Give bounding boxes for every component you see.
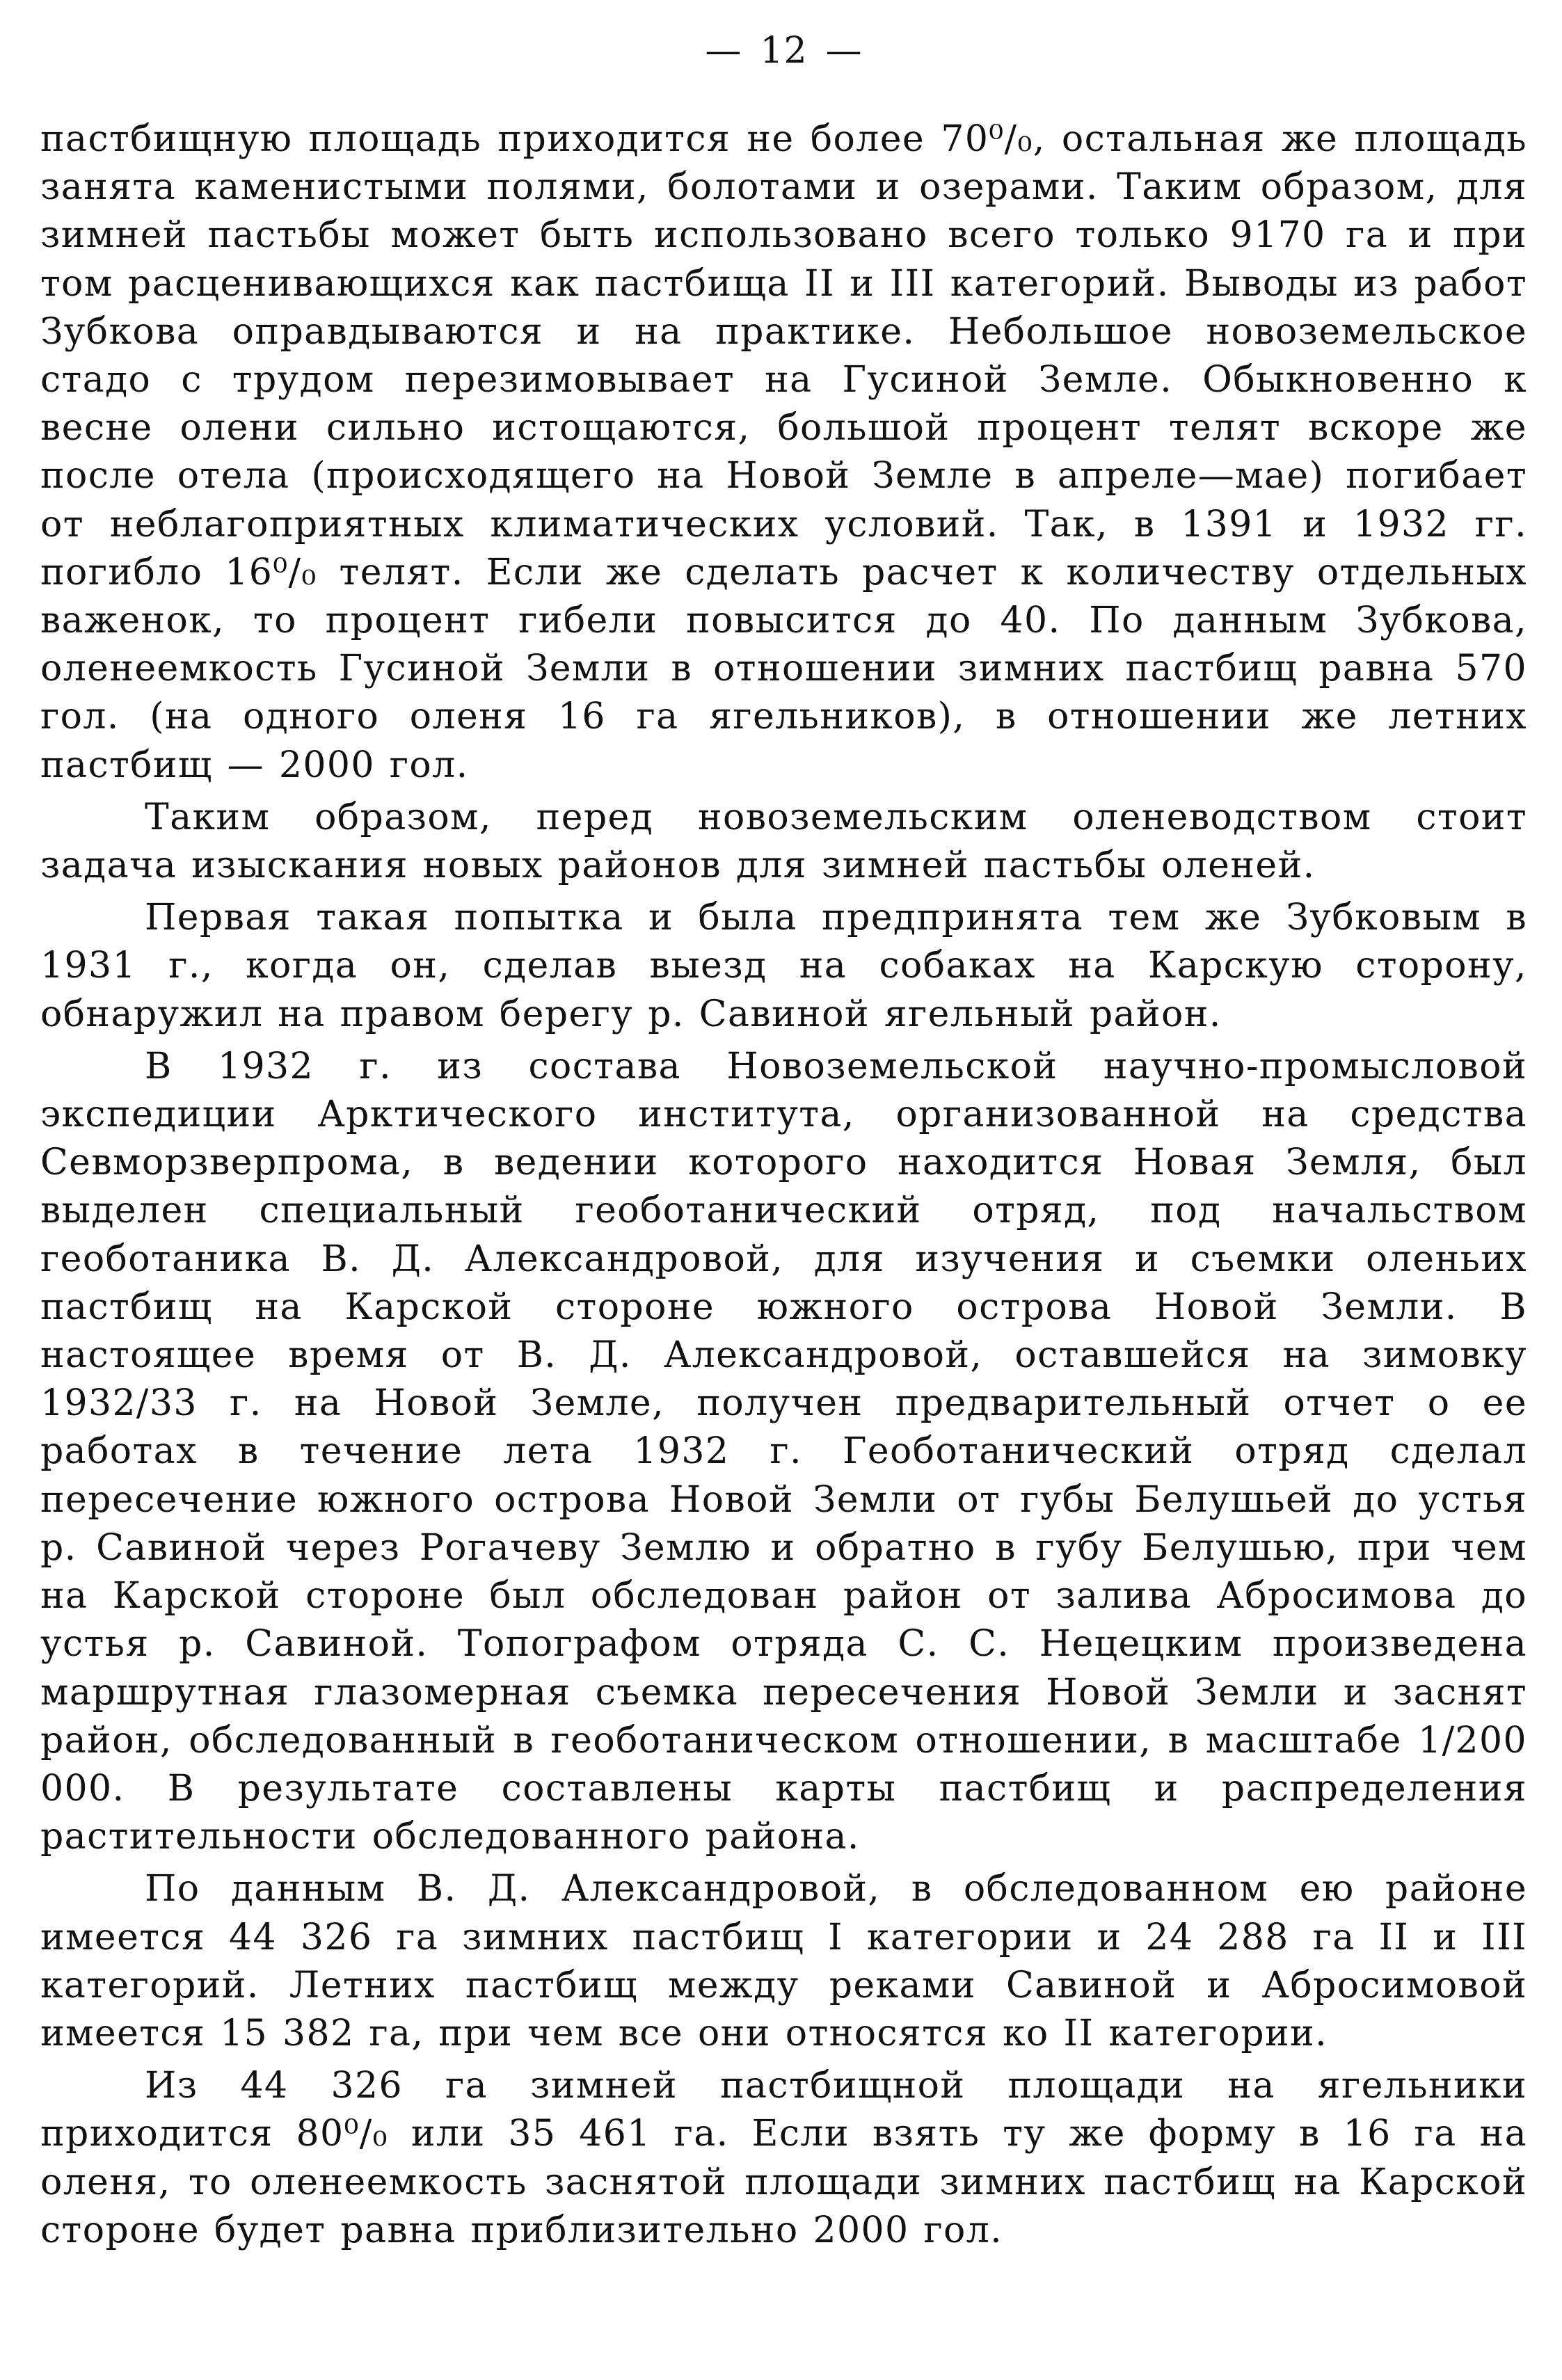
page-number-header <box>40 26 1527 75</box>
page-number-dash-right: — <box>825 30 863 72</box>
paragraph-reindeer-capacity: Из 44 326 га зимней пастбищной площади на ягельники приходится 80⁰/₀ или 35 461 га. Если взять ту же форму в 16 га на оленя, то оленеемкость заснятой площади зимних пастбищ на Карской стороне будет равна приблизительно 2000 гол. <box>40 2065 1527 2251</box>
paragraph-pasture-area: пастбищную площадь приходится не более 70⁰/₀, остальная же площадь занята каменистыми полями, болотами и озерами. Таким образом, для зимней пастьбы может быть использовано всего только 9170 га и при том расценивающихся как пастбища II и III категорий. Выводы из работ Зубкова оправдываются и на практике. Небольшое новоземельское стадо с трудом перезимовывает на Гусиной Земле. Обыкновенно к весне олени сильно истощаются, большой процент телят вскоре же после отела (происходящего на Новой Земле в апреле—мае) погибает от неблагоприятных климатических условий. Так, в 1391 и 1932 гг. погибло 16⁰/₀ телят. Если же сделать расчет к количеству отдельных важенок, то процент гибели повысится до 40. По данным Зубкова, оленеемкость Гусиной Земли в отношении зимних пастбищ равна 570 гол. (на одного оленя 16 га ягельников), в отношении же летних пастбищ — 2000 гол. <box>40 118 1527 786</box>
page-number-dash-left: — <box>705 30 742 72</box>
paragraph-new-regions-task: Таким образом, перед новоземельским оленеводством стоит задача изыскания новых районов для зимней пастьбы оленей. <box>40 796 1527 887</box>
paragraph-1932-expedition: В 1932 г. из состава Новоземельской научно-промысловой экспедиции Арктического института, организованной на средства Севморзверпрома, в ведении которого находится Новая Земля, был выделен специальный геоботанический отряд, под начальством геоботаника В. Д. Александровой, для изучения и съемки оленьих пастбищ на Карской стороне южного острова Новой Земли. В настоящее время от В. Д. Александровой, оставшейся на зимовку 1932/33 г. на Новой Земле, получен предварительный отчет о ее работах в течение лета 1932 г. Геоботанический отряд сделал пересечение южного острова Новой Земли от губы Белушьей до устья р. Савиной через Рогачеву Землю и обратно в губу Белушью, при чем на Карской стороне был обследован район от залива Абросимова до устья р. Савиной. Топографом отряда С. С. Нецецким произведена маршрутная глазомерная съемка пересечения Новой Земли и заснят район, обследованный в геоботаническом отношении, в масштабе 1/200 000. В результате составлены карты пастбищ и распределения растительности обследованного района. <box>40 1045 1527 1858</box>
paragraph-zubkov-attempt: Первая такая попытка и была предпринята тем же Зубковым в 1931 г., когда он, сделав выезд на собаках на Карскую сторону, обнаружил на правом берегу р. Савиной ягельный район. <box>40 897 1527 1035</box>
body-text <box>40 115 1527 2255</box>
page-number: 12 <box>760 30 808 72</box>
paragraph-aleksandrova-data: По данным В. Д. Александровой, в обследованном ею районе имеется 44 326 га зимних пастбищ I категории и 24 288 га II и III категорий. Летних пастбищ между реками Савиной и Абросимовой имеется 15 382 га, при чем все они относятся ко II категории. <box>40 1868 1527 2054</box>
